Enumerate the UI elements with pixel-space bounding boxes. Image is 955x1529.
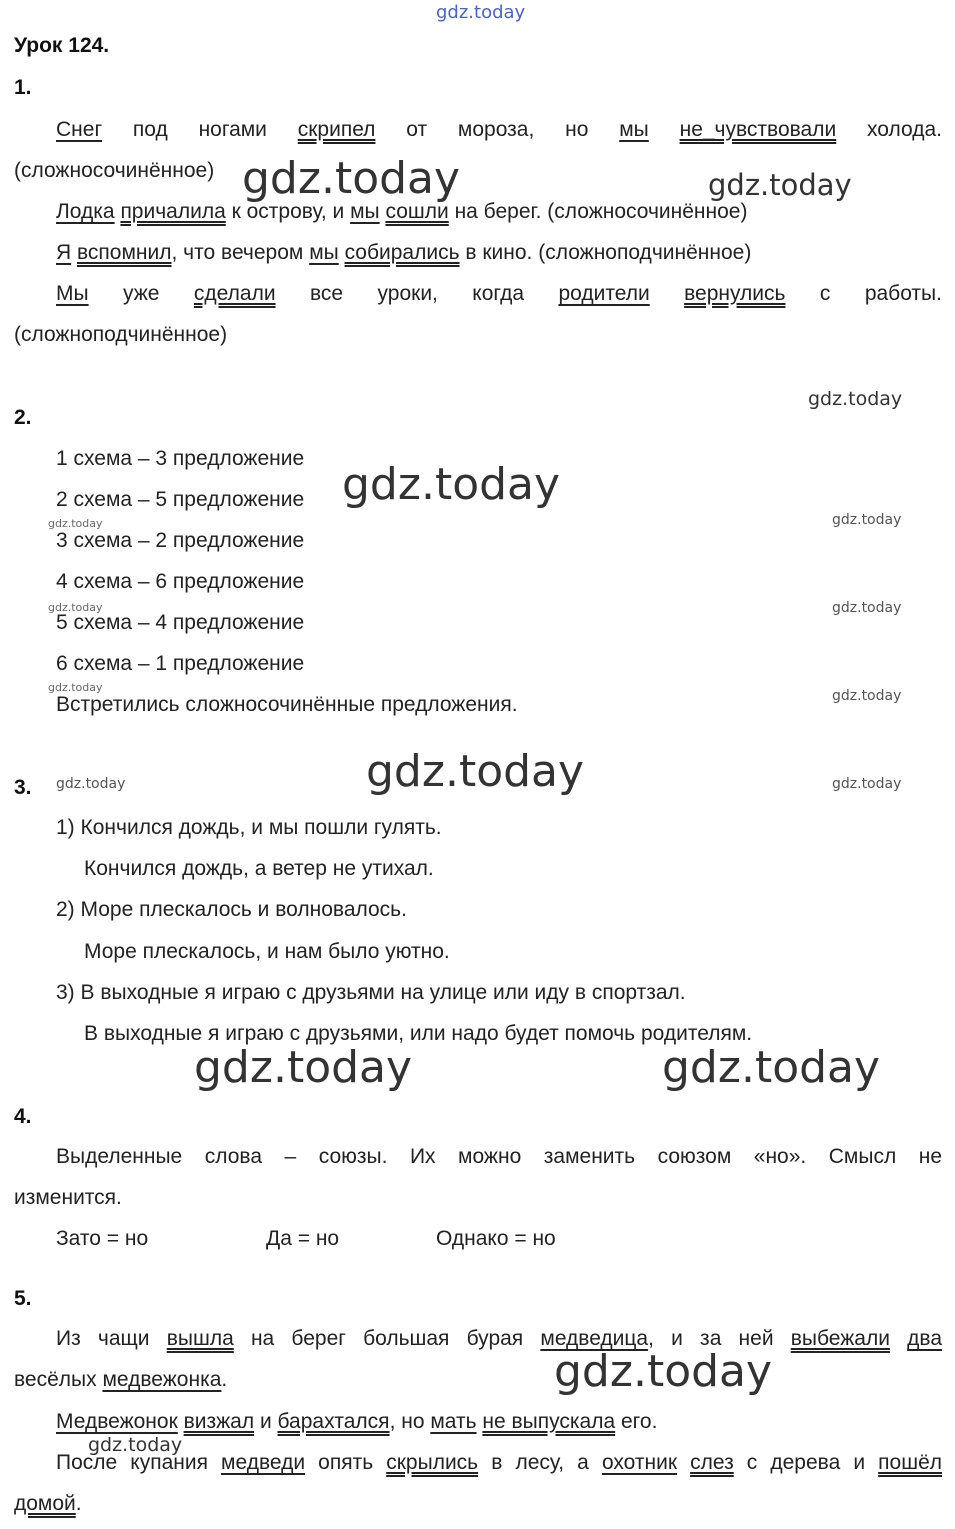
watermark: gdz.today — [242, 153, 461, 204]
predicate: скрипел — [297, 118, 376, 141]
ex2-conclusion: Встретились сложносочинённые предложения. — [56, 693, 518, 716]
watermark: gdz.today — [48, 601, 103, 614]
ex5-paragraph-3: После купания медведи опять скрылись в лесу, а охотник слез с дерева и пошёл — [56, 1451, 943, 1474]
exercise-3-number: 3. — [14, 776, 32, 799]
watermark: gdz.today — [832, 688, 902, 704]
watermark: gdz.today — [808, 388, 903, 410]
ex2-line-2: 2 схема – 5 предложение — [56, 488, 305, 511]
ex4-pair-1: Зато = но — [56, 1227, 149, 1250]
ex3-line-3: 2) Море плескалось и волновалось. — [56, 898, 407, 921]
exercise-2-number: 2. — [14, 406, 32, 429]
lesson-title: Урок 124. — [14, 34, 110, 57]
ex3-line-2: Кончился дождь, а ветер не утихал. — [84, 857, 434, 880]
watermark: gdz.today — [554, 1346, 773, 1397]
ex1-sentence-2: Лодка причалила к острову, и мы сошли на берег. (сложносочинённое) — [56, 200, 748, 223]
ex4-text-end: изменится. — [14, 1186, 122, 1209]
ex1-sentence-4: Мы уже сделали все уроки, когда родители вернулись с работы. — [56, 282, 942, 305]
watermark: gdz.today — [832, 776, 902, 792]
ex1-sentence-3: Я вспомнил, что вечером мы собирались в кино. (сложноподчинённое) — [56, 241, 752, 264]
ex3-line-4: Море плескалось, и нам было уютно. — [84, 940, 450, 963]
watermark: gdz.today — [708, 168, 852, 202]
watermark: gdz.today — [366, 746, 585, 797]
watermark: gdz.today — [56, 776, 126, 792]
ex2-line-3: 3 схема – 2 предложение — [56, 529, 305, 552]
watermark: gdz.today — [342, 459, 561, 510]
exercise-1-number: 1. — [14, 76, 32, 99]
ex1-sentence-1-type: (сложносочинённое) — [14, 159, 215, 182]
ex5-paragraph-2: Медвежонок визжал и барахтался, но мать не выпускала его. — [56, 1410, 658, 1433]
ex2-line-4: 4 схема – 6 предложение — [56, 570, 305, 593]
watermark: gdz.today — [48, 681, 103, 694]
ex2-line-6: 6 схема – 1 предложение — [56, 652, 305, 675]
ex2-line-1: 1 схема – 3 предложение — [56, 447, 305, 470]
watermark: gdz.today — [48, 517, 103, 530]
ex4-text: Выделенные слова – союзы. Их можно заменить союзом «но». Смысл не — [56, 1145, 942, 1168]
ex5-paragraph-3-end: домой. — [14, 1492, 82, 1515]
subject: мы — [619, 118, 649, 141]
ex1-sentence-4-type: (сложноподчинённое) — [14, 323, 228, 346]
watermark: gdz.today — [88, 1434, 183, 1456]
ex3-line-6: В выходные я играю с друзьями, или надо будет помочь родителям. — [84, 1022, 753, 1045]
watermark: gdz.today — [194, 1042, 413, 1093]
subject: Снег — [56, 118, 103, 141]
watermark: gdz.today — [832, 512, 902, 528]
exercise-5-number: 5. — [14, 1287, 32, 1310]
ex5-paragraph-1: Из чащи вышла на берег большая бурая медведица, и за ней выбежали два — [56, 1327, 942, 1350]
exercise-4-number: 4. — [14, 1105, 32, 1128]
ex2-line-5: 5 схема – 4 предложение — [56, 611, 305, 634]
ex3-line-5: 3) В выходные я играю с друзьями на улице или иду в спортзал. — [56, 981, 686, 1004]
ex3-line-1: 1) Кончился дождь, и мы пошли гулять. — [56, 816, 442, 839]
watermark: gdz.today — [662, 1042, 881, 1093]
ex5-paragraph-1-end: весёлых медвежонка. — [14, 1368, 228, 1391]
ex4-pair-3: Однако = но — [436, 1227, 556, 1250]
ex1-sentence-1: Снег под ногами скрипел от мороза, но мы не_чувствовали холода. — [56, 118, 942, 141]
ex4-pair-2: Да = но — [266, 1227, 340, 1250]
predicate: не_чувствовали — [679, 118, 837, 141]
watermark: gdz.today — [832, 600, 902, 616]
watermark-top: gdz.today — [436, 2, 526, 23]
